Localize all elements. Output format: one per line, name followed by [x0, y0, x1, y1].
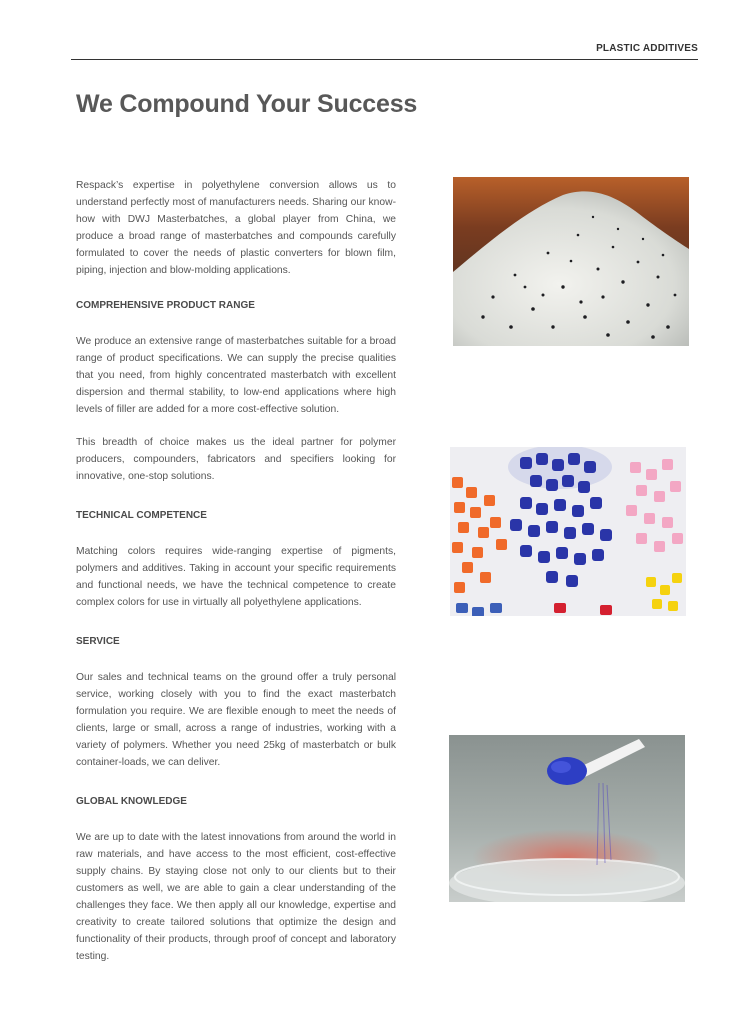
service-paragraph: Our sales and technical teams on the ground offer a truly personal service, working closely with you to find the exact masterbatch formulation you require. We are flexible enough to meet the needs of clients, large or small, across a range of industries, working with a variety of polymers. Whether you need 25kg of masterbatch or bulk container-loads, we can deliver. [76, 672, 396, 768]
heading-technical-competence: TECHNICAL COMPETENCE [76, 510, 207, 521]
product-range-paragraph-2: This breadth of choice makes us the ideal partner for polymer producers, compounders, fabricators and specifiers looking for innovative, one-stop solutions. [76, 437, 396, 482]
product-range-paragraph-1: We produce an extensive range of masterbatches suitable for a broad range of product specifications. We can supply the precise qualities that you need, from highly concentrated masterbatch with excellent dispersion and thermal stability, to low-end applications where high levels of filler are added for a more cost-effective solution. [76, 336, 396, 415]
technical-competence-paragraph: Matching colors requires wide-ranging expertise of pigments, polymers and additives. Taking in account your specific requirements and functional needs, we have the technical competence to create complex colors for use in virtually all polyethylene applications. [76, 546, 396, 608]
photo-blue-powder [449, 735, 685, 902]
photo-colored-granules [450, 447, 686, 616]
photo-white-granules [453, 177, 689, 346]
heading-product-range: COMPREHENSIVE PRODUCT RANGE [76, 300, 255, 311]
section-label: PLASTIC ADDITIVES [596, 43, 698, 54]
header-rule [71, 59, 698, 60]
heading-global-knowledge: GLOBAL KNOWLEDGE [76, 796, 187, 807]
body-column [76, 177, 396, 965]
page-title: We Compound Your Success [76, 90, 418, 118]
heading-service: SERVICE [76, 636, 120, 647]
global-knowledge-paragraph: We are up to date with the latest innovations from around the world in raw materials, and have access to the most efficient, cost-effective supply chains. By staying close not only to our clients but to their customers as well, we are able to gain a clear understanding of the challenges they face. We then apply all our knowledge, expertise and creativity to create tailored solutions that optimize the design and functionality of their products, through proof of concept and laboratory testing. [76, 832, 396, 962]
intro-paragraph: Respack’s expertise in polyethylene conversion allows us to understand perfectly most of manufacturers needs. Sharing our know-how with DWJ Masterbatches, a global player from China, we produce a broad range of masterbatches and compounds carefully formulated to cover the needs of plastic converters for blown film, piping, injection and blow-molding applications. [76, 180, 396, 276]
